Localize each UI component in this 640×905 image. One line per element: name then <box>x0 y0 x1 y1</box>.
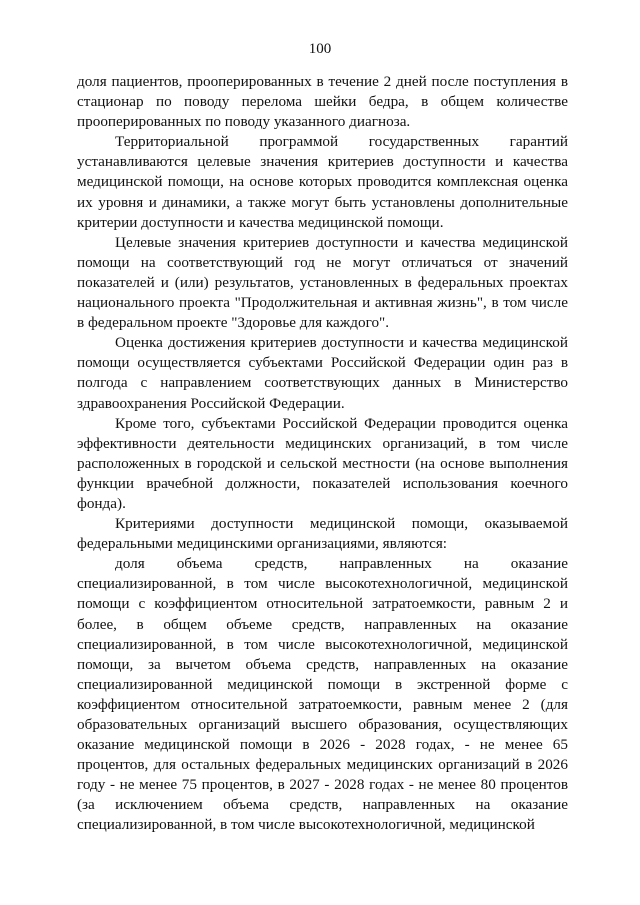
document-body <box>77 72 568 836</box>
paragraph-assessment-frequency: Оценка достижения критериев доступности и качества медицинской помощи осуществляется субъектами Российской Федерации один раз в полгода с направлением соответствующих данных в Министерство здравоохранения Российской Федерации. <box>77 334 568 412</box>
paragraph-organization-efficiency: Кроме того, субъектами Российской Федерации проводится оценка эффективности деятельности медицинских организаций, в том числе расположенных в городской и сельской местности (на основе выполнения функции врачебной должности, показателей использования коечного фонда). <box>77 414 568 512</box>
paragraph-federal-accessibility-criteria: Критериями доступности медицинской помощи, оказываемой федеральными медицинскими организациями, являются: <box>77 515 568 553</box>
paragraph-funding-share-criterion: доля объема средств, направленных на оказание специализированной, в том числе высокотехнологичной, медицинской помощи с коэффициентом относительной затратоемкости, равным 2 и более, в общем объеме средств, направленных на оказание специализированной, в том числе высокотехнологичной, медицинской помощи, за вычетом объема средств, направленных на оказание специализированной медицинской помощи в экстренной форме с коэффициентом относительной затратоемкости, равным менее 2 (для образовательных организаций высшего образования, осуществляющих оказание медицинской помощи в 2026 - 2028 годах, - не менее 65 процентов, для остальных федеральных медицинских организаций в 2026 году - не менее 75 процентов, в 2027 - 2028 годах - не менее 80 процентов (за исключением объема средств, направленных на оказание специализированной, в том числе высокотехнологичной, медицинской <box>77 555 568 834</box>
paragraph-hip-fracture-surgery-share: доля пациентов, прооперированных в течение 2 дней после поступления в стационар по поводу перелома шейки бедра, в общем количестве прооперированных по поводу указанного диагноза. <box>77 73 568 131</box>
paragraph-territorial-program-targets: Территориальной программой государственных гарантий устанавливаются целевые значения критериев доступности и качества медицинской помощи, на основе которых проводится комплексная оценка их уровня и динамики, а также могут быть установлены дополнительные критерии доступности и качества медицинской помощи. <box>77 133 568 231</box>
paragraph-target-values-national-project: Целевые значения критериев доступности и качества медицинской помощи на соответствующий год не могут отличаться от значений показателей и (или) результатов, установленных в федеральных проектах национального проекта "Продолжительная и активная жизнь", в том числе в федеральном проекте "Здоровье для каждого". <box>77 233 568 332</box>
page-number: 100 <box>308 41 332 57</box>
